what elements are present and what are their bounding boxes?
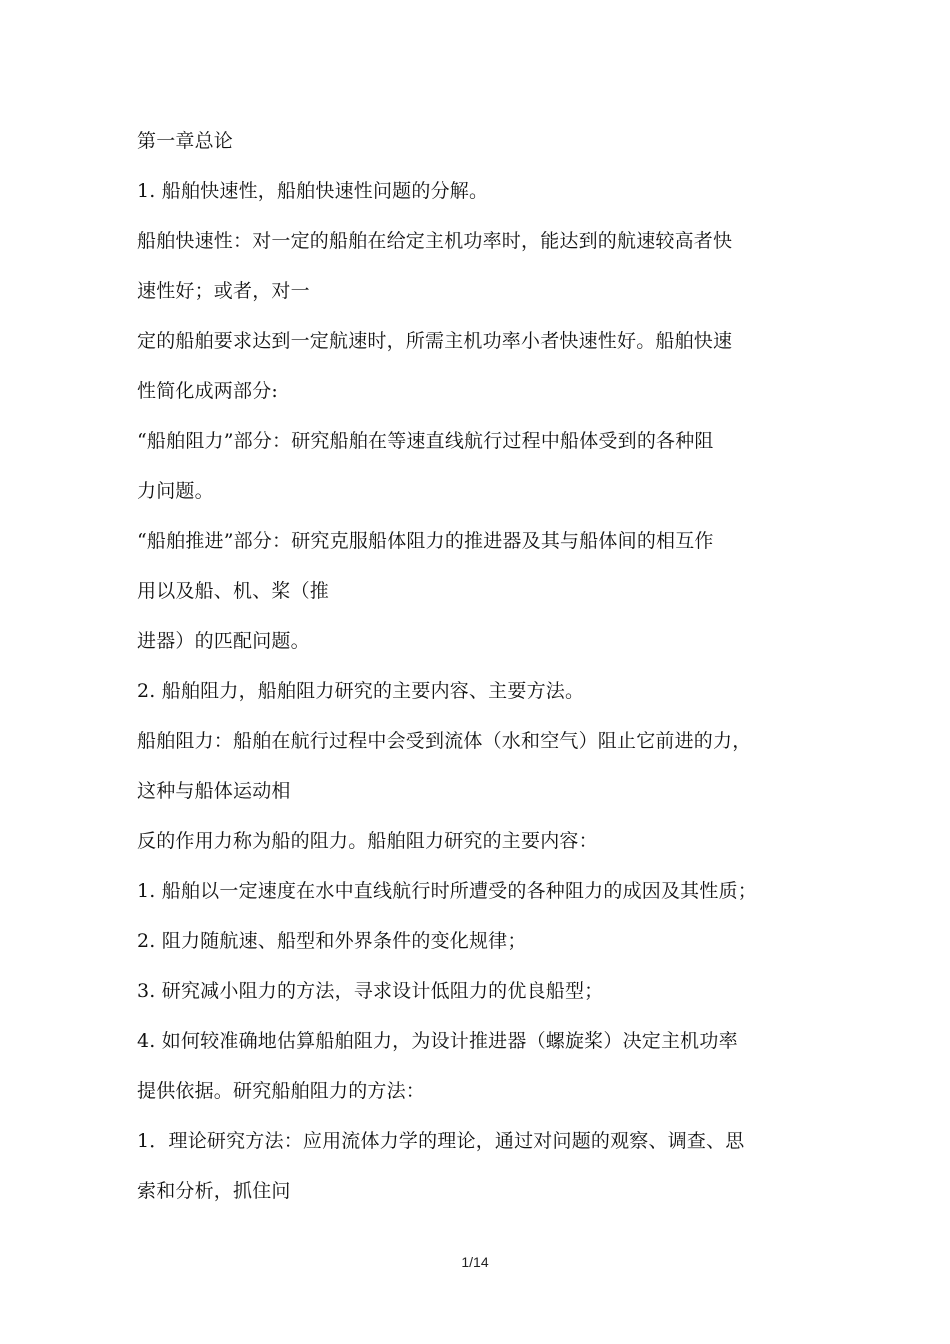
text-line: 反的作用力称为船的阻力。船舶阻力研究的主要内容：: [137, 830, 598, 852]
text-line: 4. 如何较准确地估算船舶阻力，为设计推进器（螺旋桨）决定主机功率: [137, 1030, 738, 1052]
text-line: 定的船舶要求达到一定航速时，所需主机功率小者快速性好。船舶快速: [137, 330, 733, 352]
text-line: 用以及船、机、桨（推: [137, 580, 330, 602]
text-line: 性简化成两部分:: [137, 380, 279, 402]
text-line: 船舶快速性：对一定的船舶在给定主机功率时，能达到的航速较高者快: [137, 230, 733, 252]
text-line: 1. 船舶以一定速度在水中直线航行时所遭受的各种阻力的成因及其性质；: [137, 880, 757, 902]
page-number: 1/14: [461, 1254, 489, 1270]
text-line: 索和分析，抓住问: [137, 1180, 291, 1202]
text-line: 提供依据。研究船舶阻力的方法：: [137, 1080, 426, 1102]
chapter-title: 第一章总论: [137, 130, 234, 152]
text-line: 船舶阻力：船舶在航行过程中会受到流体（水和空气）阻止它前进的力，: [137, 730, 752, 752]
text-line: 速性好；或者，对一: [137, 280, 310, 302]
text-line: 3. 研究减小阻力的方法，寻求设计低阻力的优良船型；: [137, 980, 604, 1002]
text-line: 1. 船舶快速性，船舶快速性问题的分解。: [137, 180, 489, 202]
text-line: 力问题。: [137, 480, 214, 502]
document-body: [137, 124, 837, 1224]
text-line: 1．理论研究方法：应用流体力学的理论，通过对问题的观察、调查、思: [137, 1130, 745, 1152]
text-line: 进器）的匹配问题。: [137, 630, 310, 652]
text-line: 2. 阻力随航速、船型和外界条件的变化规律；: [137, 930, 527, 952]
text-line: “船舶推进”部分：研究克服船体阻力的推进器及其与船体间的相互作: [137, 530, 714, 552]
text-line: 这种与船体运动相: [137, 780, 291, 802]
text-line: 2. 船舶阻力，船舶阻力研究的主要内容、主要方法。: [137, 680, 585, 702]
text-line: “船舶阻力”部分：研究船舶在等速直线航行过程中船体受到的各种阻: [137, 430, 714, 452]
